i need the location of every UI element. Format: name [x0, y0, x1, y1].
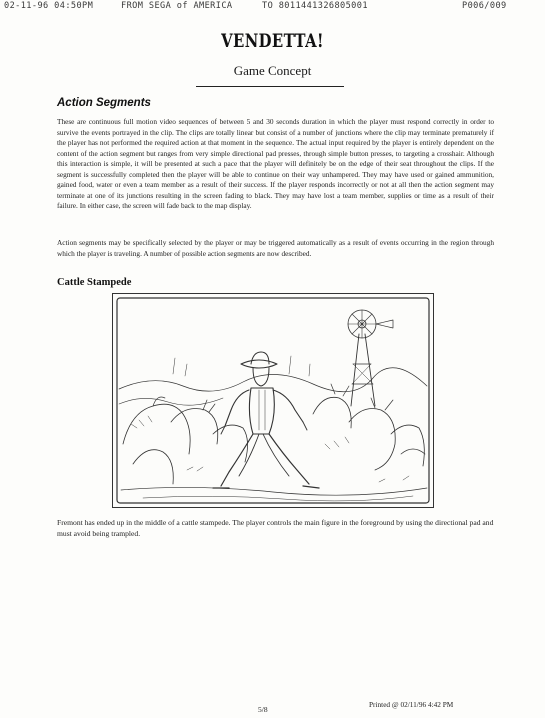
fax-to: TO 8011441326805001 [262, 1, 368, 11]
document-title: VENDETTA! [221, 30, 324, 52]
paragraph-action-segments: These are continuous full motion video sequences of between 5 and 30 seconds duration in which the player must respond correctly in order to survive the events portrayed in the clip. The clips are totally linear but consist of a number of junctions where the clip may terminate prematurely if the player has not performed the required action at that moment in the sequence. The actual input required by the player is entirely dependent on the content of the action segment but ranges from very simple directional pad presses, through simple button presses, to targeting a crosshair. Although this interaction is simple, it will be presented at such a pace that the player will definitely be on the edge of their seat throughout the clips. If the segment is successfully completed then the player will be able to continue on their way unhampered. They may have used or gained ammunition, gained food, water or even a team member as a result of their success. If the player responds incorrectly or not at all then the action segment may terminate at one of its junctions resulting in the screen fading to black. They may have lost a team member, supplies or time as a result of their failure. In either case, the screen will fade back to the map display. [57, 117, 494, 211]
cattle-stampede-sketch [112, 293, 434, 508]
fax-from: FROM SEGA of AMERICA [121, 1, 233, 11]
fax-page: P006/009 [462, 1, 507, 11]
figure-caption: Fremont has ended up in the middle of a cattle stampede. The player controls the main figure in the foreground by using the directional pad and must avoid being trampled. [57, 518, 494, 538]
fax-header [0, 0, 545, 12]
page-number: 5/8 [258, 705, 268, 714]
section-heading: Action Segments [57, 97, 151, 109]
paragraph-action-selection: Action segments may be specifically selected by the player or may be triggered automatically as a result of events occurring in the region through which the player is traveling. A number of possible action segments are now described. [57, 238, 494, 258]
sketch-illustration [113, 294, 433, 507]
title-divider [196, 86, 344, 87]
sub-heading: Cattle Stampede [57, 277, 132, 288]
printed-timestamp: Printed @ 02/11/96 4:42 PM [369, 700, 454, 709]
document-subtitle: Game Concept [233, 63, 312, 78]
fax-date: 02-11-96 04:50PM [4, 1, 94, 11]
